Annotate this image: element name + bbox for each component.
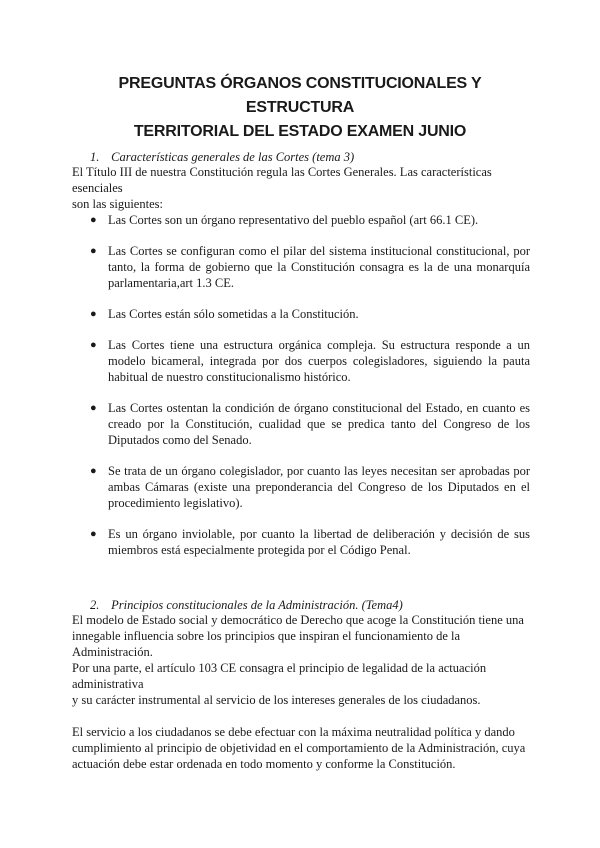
bullet-item: ● Las Cortes están sólo sometidas a la Constitución.	[90, 307, 359, 321]
section-1-number: 1.	[90, 150, 100, 164]
bullet-dot-icon: ●	[90, 214, 97, 226]
section-1-heading	[90, 149, 354, 165]
section-1-title: Características generales de las Cortes (tema 3)	[111, 150, 355, 164]
bullet-dot-icon: ●	[90, 465, 97, 477]
section-2-paragraph-3: El servicio a los ciudadanos se debe efectuar con la máxima neutralidad política y dando cumplimiento al principio de objetividad en el comportamiento de la Administración, cuya actuación debe estar ordenada en todo momento y conforme la Constitución.	[72, 725, 526, 771]
section-2-number: 2.	[90, 598, 100, 612]
bullet-dot-icon: ●	[90, 402, 97, 414]
title-line-1: PREGUNTAS ÓRGANOS CONSTITUCIONALES Y ESTRUCTURA	[118, 75, 482, 116]
section-2-paragraph-1: El modelo de Estado social y democrático de Derecho que acoge la Constitución tiene una innegable influencia sobre los principios que inspiran el funcionamiento de la Administración.	[72, 613, 524, 659]
section-1-bullet-list	[90, 212, 530, 573]
bullet-dot-icon: ●	[90, 245, 97, 257]
section-2-title: Principios constitucionales de la Administración. (Tema4)	[111, 598, 403, 612]
bullet-item: ● Es un órgano inviolable, por cuanto la libertad de deliberación y decisión de sus miembros está especialmente protegida por el Código Penal.	[90, 527, 530, 557]
section-2-heading	[90, 597, 403, 613]
document-title	[70, 72, 530, 144]
title-line-2: TERRITORIAL DEL ESTADO EXAMEN JUNIO	[133, 123, 467, 140]
bullet-item: ● Las Cortes ostentan la condición de órgano constitucional del Estado, en cuanto es creado por la Constitución, cualidad que se predica tanto del Congreso de los Diputados como del Senado.	[90, 401, 530, 447]
bullet-item: ● Las Cortes se configuran como el pilar del sistema institucional constitucional, por tanto, la forma de gobierno que la Constitución consagra es la de una monarquía parlamentaria,art 1.3 CE.	[90, 244, 530, 290]
intro-line-2: esenciales	[72, 181, 123, 195]
bullet-dot-icon: ●	[90, 528, 97, 540]
bullet-dot-icon: ●	[90, 339, 97, 351]
bullet-item: ● Las Cortes son un órgano representativo del pueblo español (art 66.1 CE).	[90, 213, 479, 227]
section-1-intro	[72, 164, 529, 212]
bullet-item: ● Se trata de un órgano colegislador, por cuanto las leyes necesitan ser aprobadas por ambas Cámaras (existe una preponderancia del Congreso de los Diputados en el procedimiento legislativo).	[90, 464, 530, 510]
intro-line-1: El Título III de nuestra Constitución regula las Cortes Generales. Las características	[72, 165, 492, 179]
intro-line-3: son las siguientes:	[72, 197, 163, 211]
section-2-paragraph-2: Por una parte, el artículo 103 CE consagra el principio de legalidad de la actuación administrativa y su carácter instrumental al servicio de los intereses generales de los ciudadanos.	[72, 661, 487, 707]
bullet-dot-icon: ●	[90, 308, 97, 320]
bullet-item: ● Las Cortes tiene una estructura orgánica compleja. Su estructura responde a un modelo bicameral, integrada por dos cuerpos colegisladores, siguiendo la pauta habitual de nuestro constitucionalismo histórico.	[90, 338, 530, 384]
